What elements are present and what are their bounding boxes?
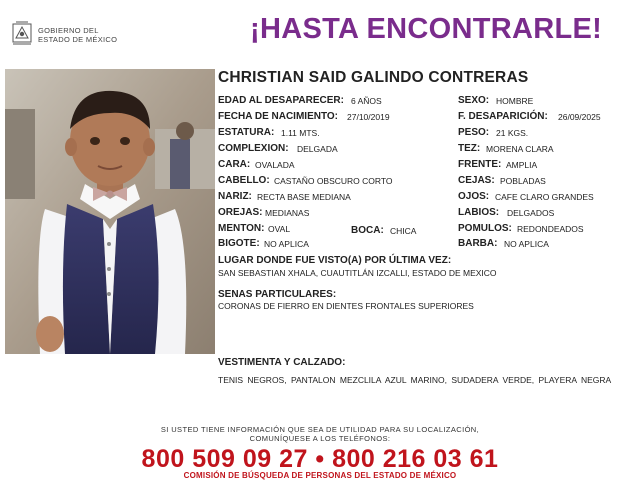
distinguishing-marks-label: SENAS PARTICULARES: bbox=[218, 289, 337, 300]
face-value: OVALADA bbox=[255, 160, 295, 170]
sex-label: SEXO: bbox=[458, 95, 490, 106]
lips-value: DELGADOS bbox=[507, 208, 555, 218]
hair-value: CASTAÑO OBSCURO CORTO bbox=[274, 176, 393, 186]
age-label: EDAD AL DESAPARECER: bbox=[218, 95, 344, 106]
chin-label: MENTON: bbox=[218, 223, 265, 234]
contact-instructions-line-1: SI USTED TIENE INFORMACIÓN QUE SEA DE UTILIDAD PARA SU LOCALIZACIÓN, bbox=[160, 425, 480, 434]
forehead-value: AMPLIA bbox=[506, 160, 538, 170]
cheekbones-label: POMULOS: bbox=[458, 223, 512, 234]
state-seal-icon bbox=[10, 20, 34, 46]
mouth-label: BOCA: bbox=[351, 225, 384, 236]
missing-person-photo bbox=[5, 69, 215, 354]
beard-value: NO APLICA bbox=[504, 239, 549, 249]
age-value: 6 AÑOS bbox=[351, 96, 382, 106]
forehead-label: FRENTE: bbox=[458, 159, 502, 170]
distinguishing-marks-value: CORONAS DE FIERRO EN DIENTES FRONTALES SUPERIORES bbox=[218, 301, 474, 311]
last-seen-value: SAN SEBASTIAN XHALA, CUAUTITLÁN IZCALLI, ESTADO DE MEXICO bbox=[218, 268, 497, 278]
complexion-tone-label: TEZ: bbox=[458, 143, 481, 154]
state-government-logo bbox=[10, 20, 120, 48]
birthdate-label: FECHA DE NACIMIENTO: bbox=[218, 111, 338, 122]
disappearance-date-value: 26/09/2025 bbox=[558, 112, 601, 122]
hotline-numbers[interactable]: 800 509 09 27 • 800 216 03 61 bbox=[141, 445, 499, 473]
build-label: COMPLEXION: bbox=[218, 143, 289, 154]
clothing-value: TENIS NEGROS, PANTALON MEZCLILA AZUL MARINO, SUDADERA VERDE, PLAYERA NEGRA bbox=[218, 375, 612, 385]
lips-label: LABIOS: bbox=[458, 207, 500, 218]
logo-line-2: ESTADO DE MÉXICO bbox=[38, 35, 118, 44]
headline: ¡HASTA ENCONTRARLE! bbox=[250, 13, 603, 45]
clothing-label: VESTIMENTA Y CALZADO: bbox=[218, 357, 346, 368]
logo-line-1: GOBIERNO DEL bbox=[38, 26, 99, 35]
ears-value: MEDIANAS bbox=[265, 208, 310, 218]
eyebrows-value: POBLADAS bbox=[500, 176, 546, 186]
birthdate-value: 27/10/2019 bbox=[347, 112, 390, 122]
disappearance-date-label: F. DESAPARICIÓN: bbox=[458, 111, 548, 122]
contact-instructions-line-2: COMUNÍQUESE A LOS TELÉFONOS: bbox=[249, 434, 391, 443]
cheekbones-value: REDONDEADOS bbox=[517, 224, 584, 234]
height-label: ESTATURA: bbox=[218, 127, 275, 138]
mustache-value: NO APLICA bbox=[264, 239, 309, 249]
eyes-label: OJOS: bbox=[458, 191, 490, 202]
photo-illustration bbox=[5, 69, 215, 354]
mustache-label: BIGOTE: bbox=[218, 238, 260, 249]
chin-value: OVAL bbox=[268, 224, 291, 234]
weight-value: 21 KGS. bbox=[496, 128, 529, 138]
sex-value: HOMBRE bbox=[496, 96, 534, 106]
eyebrows-label: CEJAS: bbox=[458, 175, 495, 186]
nose-value: RECTA BASE MEDIANA bbox=[257, 192, 351, 202]
hair-label: CABELLO: bbox=[218, 175, 270, 186]
height-value: 1.11 MTS. bbox=[281, 128, 320, 138]
mouth-value: CHICA bbox=[390, 226, 417, 236]
person-name: CHRISTIAN SAID GALINDO CONTRERAS bbox=[218, 69, 529, 86]
nose-label: NARIZ: bbox=[218, 191, 252, 202]
beard-label: BARBA: bbox=[458, 238, 498, 249]
last-seen-label: LUGAR DONDE FUE VISTO(A) POR ÚLTIMA VEZ: bbox=[218, 255, 452, 266]
ears-label: OREJAS: bbox=[218, 207, 263, 218]
face-label: CARA: bbox=[218, 159, 251, 170]
weight-label: PESO: bbox=[458, 127, 490, 138]
commission-name: COMISIÓN DE BÚSQUEDA DE PERSONAS DEL ESTADO DE MÉXICO bbox=[183, 471, 457, 480]
build-value: DELGADA bbox=[297, 144, 338, 154]
eyes-value: CAFE CLARO GRANDES bbox=[495, 192, 594, 202]
complexion-tone-value: MORENA CLARA bbox=[486, 144, 554, 154]
